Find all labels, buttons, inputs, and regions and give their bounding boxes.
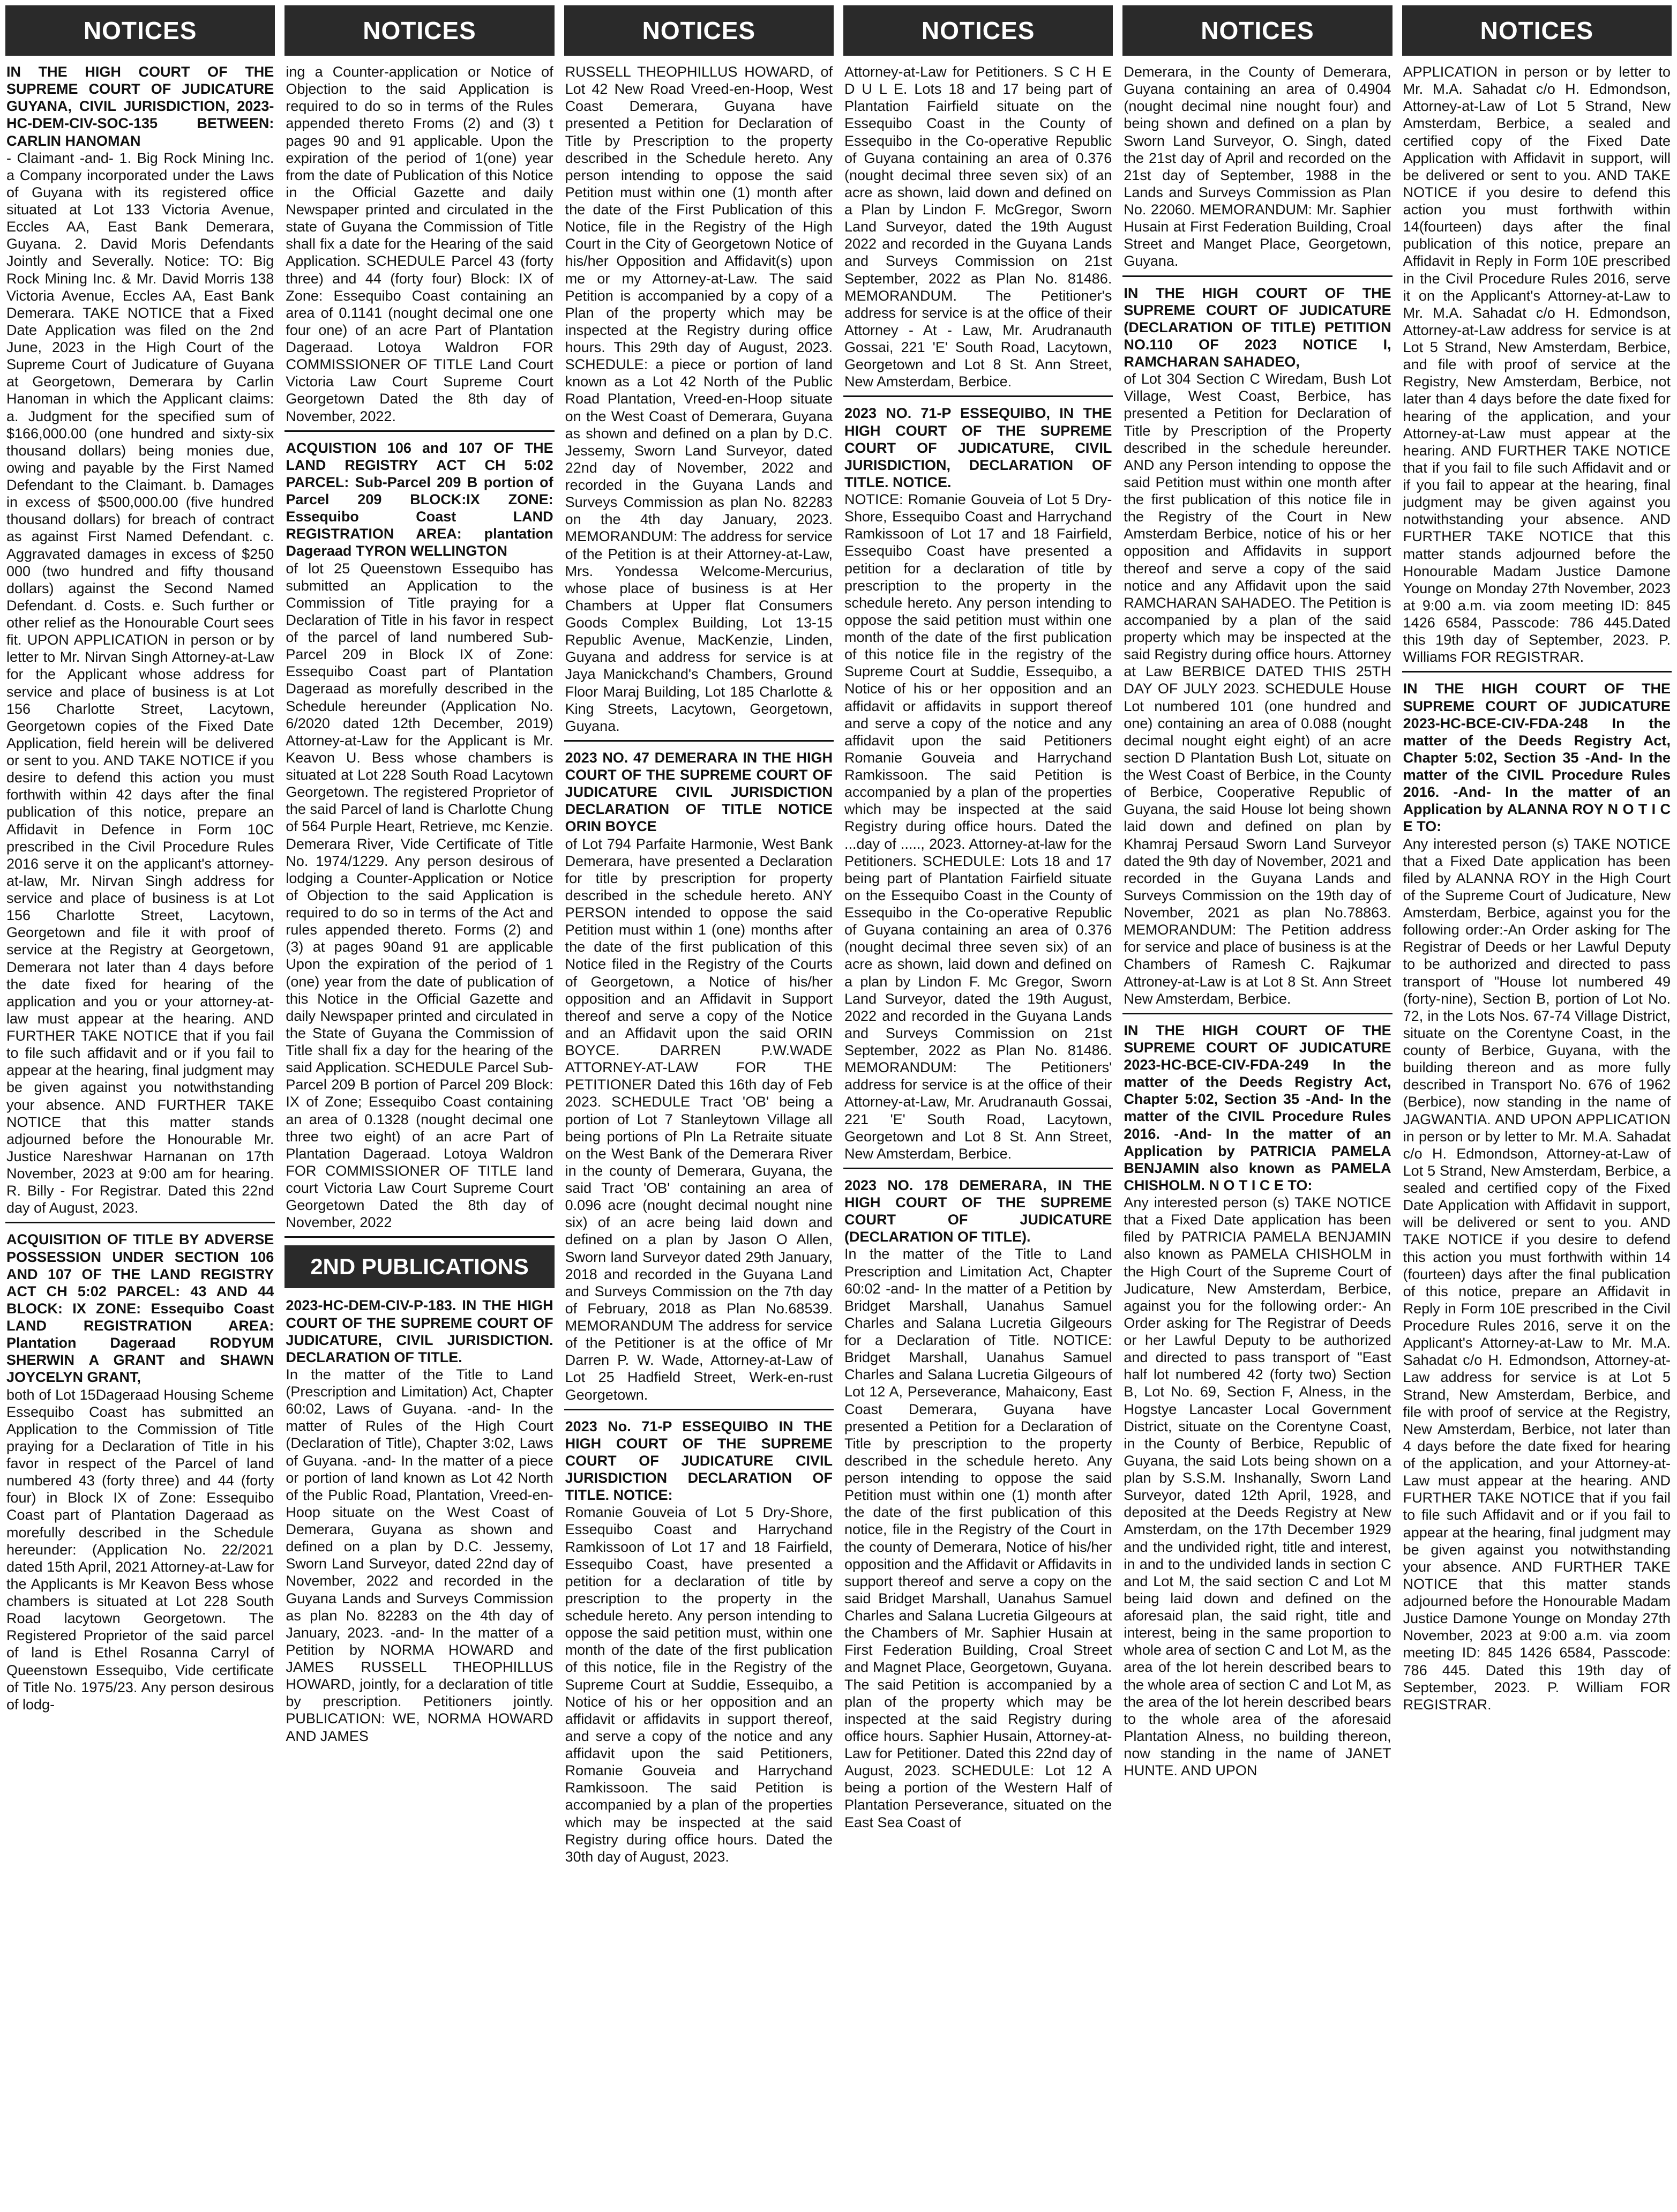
legal-notice	[285, 61, 554, 432]
notices-column-4	[843, 5, 1113, 2207]
notice-body: APPLICATION in person or by letter to Mr. M.A. Sahadat c/o H. Edmondson, Attorney-at-Law of Lot 5 Strand, New Amsterdam, Berbice, a sealed and certified copy of the Fixed Date Application with Affidavit in support, will be delivered or sent to you. AND TAKE NOTICE if you desire to defend this action you must forthwith within 14(fourteen) days after the final publication of this notice, prepare an Affidavit in Reply in Form 10E prescribed in the Civil Procedure Rules 2016, serve it on the Applicant's Attorney-at-Law to Mr. M.A. Sahadat c/o H. Edmondson, Attorney-at-Law address for service is at Lot 5 Strand, New Amsterdam, Berbice, and file with proof of service at the Registry, New Amsterdam, Berbice, not later than 4 days before the date fixed for hearing of the application, and your Attorney-at-Law must appear at the hearing. AND FURTHER TAKE NOTICE that if you fail to file such Affidavit and or if you fail to appear at the hearing, final judgment may be given against you notwithstanding your absence. AND FURTHER TAKE NOTICE that this matter stands adjourned before the Honourable Madam Justice Damone Younge on Monday 27th November, 2023 at 9:00 a.m. via zoom meeting ID: 845 1426 6584, Passcode: 786 445.Dated this 19th day of September, 2023. P. Williams FOR REGISTRAR.	[1403, 64, 1671, 666]
notice-heading: IN THE HIGH COURT OF THE SUPREME COURT OF JUDICATURE (DECLARATION OF TITLE) PETITION NO.110 OF 2023 NOTICE I, RAMCHARAN SAHADEO,	[1124, 285, 1391, 370]
notice-body: Any interested person (s) TAKE NOTICE that a Fixed Date application has been filed by PATRICIA PAMELA BENJAMIN also known as PAMELA CHISHOLM in the High Court of the Supreme Court of Judicature, New Amsterdam, Berbice, against you for the following order:- An Order asking for The Registrar of Deeds or her Lawful Deputy to be authorized and directed to pass transport of "East half lot numbered 42 (forty two) Section B, Lot No. 69, Section F, Alness, in the Hogstye Lancaster Local Government District, situate on the Corentyne Coast, in the County of Berbice, Republic of Guyana, the said Lots being shown on a plan by S.S.M. Inshanally, Sworn Land Surveyor, dated 12th April, 1928, and deposited at the Deeds Registry at New Amsterdam, on the 17th December 1929 and the undivided right, title and interest, in and to the undivided lands in section C and Lot M, the said section C and Lot M being laid down and defined on the aforesaid plan, the said right, title and interest, being in the same proportion to whole area of section C and Lot M, as the area of the lot herein described bears to the whole area of section C and Lot M, as the area of the lot herein described bears to the whole area of the aforesaid Plantation Alness, no building thereon, now standing in the name of JANET HUNTE. AND UPON	[1124, 1194, 1391, 1779]
notice-body: Any interested person (s) TAKE NOTICE that a Fixed Date application has been filed by ALANNA ROY in the High Court of the Supreme Court of Judicature, New Amsterdam, Berbice, against you for the following order:-An Order asking for The Registrar of Deeds or her Lawful Deputy to be authorized and directed to pass transport of "House lot numbered 49 (forty-nine), Section B, portion of Lot No. 72, in the Lots Nos. 67-74 Village District, situate on the Corentyne Coast, in the county of Berbice, Guyana, with the building thereon and as more fully described in Transport No. 676 of 1962 (Berbice), now standing in the name of JAGWANTIA. AND UPON APPLICATION in person or by letter to Mr. M.A. Sahadat c/o H. Edmondson, Attorney-at-Law of Lot 5 Strand, New Amsterdam, Berbice, a sealed and certified copy of the Fixed Date Application with Affidavit in support, will be delivered or sent to you. AND TAKE NOTICE if you desire to defend this action you must forthwith within 14 (fourteen) days after the final publication of this notice, prepare an Affidavit in Reply in Form 10E prescribed in the Civil Procedure Rules 2016, serve it on the Applicant's Attorney-at-Law to Mr. M.A. Sahadat c/o H. Edmondson, Attorney-at-Law address for service is at Lot 5 Strand, New Amsterdam, Berbice, and file with proof of service at the Registry, New Amsterdam, Berbice, not later than 4 days before the date fixed for hearing of the application, and your Attorney-at-Law must appear at the hearing. AND FURTHER TAKE NOTICE that if you fail to file such Affidavit and or if you fail to appear at the hearing, final judgment may be given against you notwithstanding your absence. AND FURTHER TAKE NOTICE that this matter stands adjourned before the Honourable Madam Justice Damone Younge on Monday 27th November, 2023 at 9:00 a.m. via zoom meeting ID: 845 1426 6584, Passcode: 786 445. Dated this 19th day of September, 2023. P. William FOR REGISTRAR.	[1403, 835, 1671, 1713]
notices-column-5	[1122, 5, 1392, 2207]
legal-notice	[1122, 282, 1392, 1014]
legal-notice	[1122, 1020, 1392, 1785]
notice-body: Attorney-at-Law for Petitioners. S C H E D U L E. Lots 18 and 17 being part of Plantation Fairfield situate on the Essequibo Coast in the County of Essequibo in the Co-operative Republic of Guyana containing an area of 0.376 (nought decimal three seven six) of an acre as shown, laid down and defined on a Plan by Lindon F. McGregor, Sworn Land Surveyor, dated the 19th August 2022 and recorded in the Guyana Lands and Surveys Commission on 21st September, 2022 as Plan No. 81486. MEMORANDUM. The Petitioner's address for service is at the office of their Attorney - At - Law, Mr. Arudranauth Gossai, 221 'E' South Road, Lacytown, Georgetown and Lot 8 St. Ann Street, New Amsterdam, Berbice.	[844, 64, 1112, 390]
notice-body: of Lot 794 Parfaite Harmonie, West Bank Demerara, have presented a Declaration for title by prescription for property described in the schedule hereto. ANY PERSON intended to oppose the said Petition must within 1 (one) months after the date of the first publication of this Notice filed in the Registry of the Courts of Georgetown, a Notice of his/her opposition and an Affidavit in Support thereof and serve a copy of the Notice and an Affidavit upon the said ORIN BOYCE. DARREN P.W.WADE ATTORNEY-AT-LAW FOR THE PETITIONER Dated this 16th day of Feb 2023. SCHEDULE Tract 'OB' being a portion of Lot 7 Stanleytown Village all being portions of Pln La Retraite situate on the West Bank of the Demerara River in the county of Demerara, Guyana, the said Tract 'OB' containing an area of 0.096 acre (nought decimal nought nine six) of an acre being laid down and defined on a plan by Jason O Allen, Sworn land Surveyor dated 29th January, 2018 and recorded in the Guyana Land and Surveys Commission on the 7th day of February, 2018 as Plan No.68539. MEMORANDUM The address for service of the Petitioner is at the office of Mr Darren P. W. Wade, Attorney-at-Law of Lot 25 Hadfield Street, Werk-en-rust Georgetown.	[565, 835, 833, 1403]
notices-column-6	[1402, 5, 1672, 2207]
column-header: NOTICES	[564, 5, 834, 56]
notice-body: NOTICE: Romanie Gouveia of Lot 5 Dry-Shore, Essequibo Coast and Harrychand Ramkissoon of Lot 17 and 18 Fairfield, Essequibo Coast have presented a petition for a declaration of title by prescription to the property in the schedule hereto. Any person intending to oppose the said petition must within one month of the date of the first publication of this notice file in the registry of the Supreme Court at Suddie, Essequibo, a Notice of his or her opposition and an affidavit or affidavits in support thereof and serve a copy of the notice and any affidavit upon the said Petitioners Romanie Gouveia and Harrychand Ramkissoon. The said Petition is accompanied by a plan of the properties which may be inspected at the said Registry during office hours. Dated the ...day of ....., 2023. Attorney-at-law for the Petitioners. SCHEDULE: Lots 18 and 17 being part of Plantation Fairfield situate on the Essequibo Coast in the County of Essequibo in the Co-operative Republic of Guyana containing an area of 0.376 (nought decimal three seven six) of an acre as shown, laid down and defined on a plan by Lindon F. Mc Gregor, Sworn Land Surveyor, dated the 19th August, 2022 and recorded in the Guyana Lands and Surveys Commission on 21st September, 2022 as Plan No. 81486. MEMORANDUM: The Petitioners' address for service is at the office of their Attorney-at-Law, Mr. Arudranauth Gossai, 221 'E' South Road, Lacytown, Georgetown and Lot 8 St. Ann Street, New Amsterdam, Berbice.	[844, 491, 1112, 1162]
notice-heading: 2023-HC-DEM-CIV-P-183. IN THE HIGH COURT OF THE SUPREME COURT OF JUDICATURE, CIVIL JURISDICTION. DECLARATION OF TITLE.	[286, 1297, 553, 1365]
column-header: NOTICES	[285, 5, 554, 56]
notice-body: ing a Counter-application or Notice of Objection to the said Application is required to do so in terms of the Rules appended thereto Froms (2) and (3) t pages 90 and 91 applicable. Upon the expiration of the period of 1(one) year from the date of Publication of this Notice in the Official Gazette and daily Newspaper printed and circulated in the state of Guyana the Commission of Title shall fix a date for the Hearing of the said Application. SCHEDULE Parcel 43 (forty three) and 44 (forty four) Block: IX of Zone: Essequibo Coast containing an area of 0.1141 (nought decimal one one four one) of an acre Part of Plantation Dageraad. Lotoya Waldron FOR COMMISSIONER OF TITLE Land Court Victoria Law Court Supreme Court Georgetown Dated the 8th day of November, 2022.	[286, 64, 553, 424]
notice-body: of Lot 304 Section C Wiredam, Bush Lot Village, West Coast, Berbice, has presented a Petition for Declaration of Title by Prescription of the Property described in the schedule hereunder. AND any Person intending to oppose the said Petition must within one month after the first publication of this notice file in the Registry of the Court in New Amsterdam Berbice, notice of his or her opposition and Affidavits in support thereof and serve a copy of the said notice and any Affidavit upon the said RAMCHARAN SAHADEO. The Petition is accompanied by a plan of the said property which may be inspected at the said Registry during office hours. Attorney at Law BERBICE DATED THIS 25TH DAY OF JULY 2023. SCHEDULE House Lot numbered 101 (one hundred and one) containing an area of 0.088 (nought decimal nought eight eight) of an acre section D Plantation Bush Lot, situate on the West Coast of Berbice, in the County of Berbice, Cooperative Republic of Guyana, the said House lot being shown laid down and defined on plan by Khamraj Persaud Sworn Land Surveyor dated the 9th day of November, 2021 and recorded in the Guyana Lands and Surveys Commission on the 19th day of November, 2021 as plan No.78863. MEMORANDUM: The Petition address for service and place of business is at the Chambers of Ramesh C. Rajkumar Attroney-at-Law is at Lot 8 St. Ann Street New Amsterdam, Berbice.	[1124, 371, 1391, 1007]
legal-notice	[1402, 678, 1672, 1718]
notice-heading: ACQUISTION 106 and 107 OF THE LAND REGISTRY ACT CH 5:02 PARCEL: Sub-Parcel 209 B portion of Parcel 209 BLOCK:IX ZONE: Essequibo Coast LAND REGISTRATION AREA: plantation Dageraad TYRON WELLINGTON	[286, 439, 553, 559]
notice-heading: 2023 No. 71-P ESSEQUIBO IN THE HIGH COURT OF THE SUPREME COURT OF JUDICATURE CIVIL JURISDICTION DECLARATION OF TITLE. NOTICE:	[565, 1418, 833, 1504]
legal-notice	[843, 61, 1113, 397]
column-header: NOTICES	[5, 5, 275, 56]
legal-notice	[564, 1416, 834, 1871]
notice-heading: IN THE HIGH COURT OF THE SUPREME COURT OF JUDICATURE GUYANA, CIVIL JURISDICTION, 2023-HC-DEM-CIV-SOC-135 BETWEEN: CARLIN HANOMAN	[6, 64, 274, 149]
legal-notice	[285, 437, 554, 1238]
notice-heading: 2023 NO. 47 DEMERARA IN THE HIGH COURT OF THE SUPREME COURT OF JUDICATURE CIVIL JURISDICTION DECLARATION OF TITLE NOTICE ORIN BOYCE	[565, 749, 833, 835]
notice-body: RUSSELL THEOPHILLUS HOWARD, of Lot 42 New Road Vreed-en-Hoop, West Coast Demerara, Guyana have presented a Petition for Declaration of Title by Prescription to the property described in the Schedule hereto. Any person intending to oppose the said Petition must within one (1) month after the date of the First Publication of this Notice, file in the Registry of the High Court in the City of Georgetown Notice of his/her Opposition and Affidavit(s) upon me or my Attorney-at-Law. The said Petition is accompanied by a copy of a Plan of the property which may be inspected at the Registry during office hours. This 29th day of August, 2023. SCHEDULE: a piece or portion of land known as a Lot 42 North of the Public Road Plantation, Vreed-en-Hoop situate on the West Coast of Demerara, Guyana as shown and defined on a plan by D.C. Jessemy, Sworn Land Surveyor, dated 22nd day of November, 2022 and recorded in the Guyana Lands and Surveys Commission as plan No. 82283 on the 4th day January, 2023. MEMORANDUM: The address for service of the Petition is at their Attorney-at-Law, Mrs. Yondessa Welcome-Mercurius, whose place of business is at Her Chambers at Upper flat Consumers Goods Complex Building, Lot 13-15 Republic Avenue, MacKenzie, Linden, Guyana and address for service is at Jaya Manickchand's Chambers, Ground Floor Maraj Building, Lot 185 Charlotte & King Streets, Lacytown, Georgetown, Guyana.	[565, 64, 833, 734]
notice-body: both of Lot 15Dageraad Housing Scheme Essequibo Coast has submitted an Application to the Commission of Title praying for a Declaration of Title in his favor in respect of the Parcel of land numbered 43 (forty three) and 44 (forty four) in Block IX of Zone: Essequibo Coast part of Plantation Dageraad as morefully described in the Schedule hereunder: (Application No. 22/2021 dated 15th April, 2021 Attorney-at-Law for the Applicants is Mr Keavon Bess whose chambers is situated at Lot 228 South Road lacytown Georgetown. The Registered Proprietor of the said parcel of land is Ethel Rosanna Carryl of Queenstown Essequibo, Vide certificate of Title No. 1975/23. Any person desirous of lodg-	[6, 1386, 274, 1713]
notice-heading: IN THE HIGH COURT OF THE SUPREME COURT OF JUDICATURE 2023-HC-BCE-CIV-FDA-248 In the matter of the Deeds Registry Act, Chapter 5:02, Section 35 -And- In the matter of the CIVIL Procedure Rules 2016. -And- In the matter of an Application by ALANNA ROY N O T I C E TO:	[1403, 681, 1671, 835]
notice-body: In the matter of the Title to Land Prescription and Limitation Act, Chapter 60:02 -and- In the matter of a Petition by Bridget Marshall, Uanahus Samuel Charles and Salana Lucretia Gilgeours for a Declaration of Title. NOTICE: Bridget Marshall, Uanahus Samuel Charles and Salana Lucretia Gilgeours of Lot 12 A, Perseverance, Mahaicony, East Coast Demerara, Guyana have presented a Petition for a Declaration of Title by prescription to the property described in the schedule hereto. Any person intending to oppose the said Petition must within one (1) month after the date of the first publication of this notice, file in the Registry of the Court in the county of Demerara, Notice of his/her opposition and the Affidavit or Affidavits in support thereof and serve a copy on the said Bridget Marshall, Uanahus Samuel Charles and Salana Lucretia Gilgeours at the Chambers of Mr. Saphier Husain at First Federation Building, Croal Street and Magnet Place, Georgetown, Guyana. The said Petition is accompanied by a plan of the property which may be inspected at the said Registry during office hours. Saphier Husain, Attorney-at-Law for Petitioner. Dated this 22nd day of August, 2023. SCHEDULE: Lot 12 A being a portion of the Western Half of Plantation Perseverance, situated on the East Sea Coast of	[844, 1246, 1112, 1830]
notice-heading: 2023 NO. 178 DEMERARA, IN THE HIGH COURT OF THE SUPREME COURT OF JUDICATURE (DECLARATION OF TITLE).	[844, 1177, 1112, 1245]
notice-body: of lot 25 Queenstown Essequibo has submitted an Application to the Commission of Title praying for a Declaration of Title in his favor in respect of the parcel of land numbered Sub-Parcel 209 in Block IX of Zone: Essequibo Coast part of Plantation Dageraad as morefully described in the Schedule hereunder (Application No. 6/2020 dated 12th December, 2019) Attorney-at-Law for the Applicant is Mr. Keavon U. Bess whose chambers is situated at Lot 228 South Road Lacytown Georgetown. The registered Proprietor of the said Parcel of land is Charlotte Chung of 564 Purple Heart, Retrieve, mc Kenzie. Demerara River, Vide Certificate of Title No. 1974/1229. Any person desirous of lodging a Counter-Application or Notice of Objection to the said Application is required to do so in terms of the Act and rules appended thereto. Forms (2) and (3) at pages 90and 91 are applicable Upon the expiration of the period of 1 (one) year from the date of publication of this Notice in the Official Gazette and daily Newspaper printed and circulated in the State of Guyana the Commission of Title shall fix a day for the hearing of the said Application. SCHEDULE Parcel Sub-Parcel 209 B portion of Parcel 209 Block: IX of Zone; Essequibo Coast containing an area of 0.1328 (nought decimal one three two eight) of an acre Part of Plantation Dageraad. Lotoya Waldron FOR COMMISSIONER OF TITLE land court Victoria Law Court Supreme Court Georgetown Dated the 8th day of November, 2022	[286, 560, 553, 1231]
notice-heading: IN THE HIGH COURT OF THE SUPREME COURT OF JUDICATURE 2023-HC-BCE-CIV-FDA-249 In the matter of the Deeds Registry Act, Chapter 5:02, Section 35 -And- In the matter of the CIVIL Procedure Rules 2016. -And- In the matter of an Application by PATRICIA PAMELA BENJAMIN also known as PAMELA CHISHOLM. N O T I C E TO:	[1124, 1022, 1391, 1193]
legal-notice	[5, 61, 275, 1223]
column-header: NOTICES	[843, 5, 1113, 56]
legal-notice	[285, 1295, 554, 1750]
notice-body: Demerara, in the County of Demerara, Guyana containing an area of 0.4904 (nought decimal nine nought four) and being shown and defined on a plan by Sworn Land Surveyor, O. Singh, dated the 21st day of April and recorded on the 21st day of September, 1988 in the Lands and Surveys Commission as Plan No. 22060. MEMORANDUM: Mr. Saphier Husain at First Federation Building, Croal Street and Manget Place, Georgetown, Guyana.	[1124, 64, 1391, 270]
notice-body: In the matter of the Title to Land (Prescription and Limitation) Act, Chapter 60:02, Laws of Guyana. -and- In the matter of Rules of the High Court (Declaration of Title), Chapter 3:02, Laws of Guyana. -and- In the matter of a piece or portion of land known as Lot 42 North of the Public Road, Plantation, Vreed-en-Hoop situate on the West Coast of Demerara, Guyana as shown and defined on a plan by D.C. Jessemy, Sworn Land Surveyor, dated 22nd day of November, 2022 and recorded in the Guyana Lands and Surveys Commission as plan No. 82283 on the 4th day of January, 2023. -and- In the matter of a Petition by NORMA HOWARD and JAMES RUSSELL THEOPHILLUS HOWARD, jointly, for a declaration of title by prescription. Petitioners jointly. PUBLICATION: WE, NORMA HOWARD AND JAMES	[286, 1366, 553, 1744]
legal-notice	[1122, 61, 1392, 277]
notices-column-1	[5, 5, 275, 2207]
legal-notice	[564, 61, 834, 742]
legal-notice	[564, 747, 834, 1410]
section-banner: 2ND PUBLICATIONS	[285, 1245, 554, 1288]
legal-notice	[1402, 61, 1672, 672]
column-header: NOTICES	[1122, 5, 1392, 56]
legal-notice	[5, 1229, 275, 1718]
notice-body: Romanie Gouveia of Lot 5 Dry-Shore, Essequibo Coast and Harrychand Ramkissoon of Lot 17 and 18 Fairfield, Essequibo Coast, have presented a petition for a declaration of title by prescription to the property in the schedule hereto. Any person intending to oppose the said petition must, within one month of the date of the first publication of this notice, file in the Registry of the Supreme Court at Suddie, Essequibo, a Notice of his or her opposition and an affidavit or affidavits in support thereof, and serve a copy of the notice and any affidavit upon the said Petitioners, Romanie Gouveia and Harrychand Ramkissoon. The said Petition is accompanied by a plan of the properties which may be inspected at the said Registry during office hours. Dated the 30th day of August, 2023.	[565, 1504, 833, 1865]
notice-heading: 2023 NO. 71-P ESSEQUIBO, IN THE HIGH COURT OF THE SUPREME COURT OF JUDICATURE, CIVIL JURISDICTION, DECLARATION OF TITLE. NOTICE.	[844, 405, 1112, 490]
column-header: NOTICES	[1402, 5, 1672, 56]
notices-column-3	[564, 5, 834, 2207]
legal-notice	[843, 402, 1113, 1169]
notice-heading: ACQUISITION OF TITLE BY ADVERSE POSSESSION UNDER SECTION 106 AND 107 OF THE LAND REGISTRY ACT CH 5:02 PARCEL: 43 AND 44 BLOCK: IX ZONE: Essequibo Coast LAND REGISTRATION AREA: Plantation Dageraad RODYUM SHERWIN A GRANT and SHAWN JOYCELYN GRANT,	[6, 1231, 274, 1386]
notice-body: - Claimant -and- 1. Big Rock Mining Inc. a Company incorporated under the Laws of Guyana with its registered office situated at Lot 133 Victoria Avenue, Eccles AA, East Bank Demerara, Guyana. 2. David Moris Defendants Jointly and Severally. Notice: TO: Big Rock Mining Inc. & Mr. David Morris 138 Victoria Avenue, Eccles AA, East Bank Demerara. TAKE NOTICE that a Fixed Date Application was filed on the 2nd June, 2023 in the High Court of the Supreme Court of Judicature of Guyana at Georgetown, Demerara by Carlin Hanoman in which the Applicant claims: a. Judgment for the specified sum of $166,000.00 (one hundred and sixty-six thousand dollars) being monies due, owing and payable by the First Named Defendant to the Claimant. b. Damages in excess of $500,000.00 (five hundred thousand dollars) for breach of contract as against First Named Defendant. c. Aggravated damages in excess of $250 000 (two hundred and fifty thousand dollars) against the Second Named Defendant. d. Costs. e. Such further or other relief as the Honourable Court sees fit. UPON APPLICATION in person or by letter to Mr. Nirvan Singh Attorney-at-Law for the Applicant whose address for service and place of business is at Lot 156 Charlotte Street, Lacytown, Georgetown copies of the Fixed Date Application, field herein will be delivered or sent to you. AND TAKE NOTICE if you desire to defend this action you must forthwith within 42 days after the final publication of this notice, prepare an Affidavit in Defence in Form 10C prescribed in the Civil Procedure Rules 2016 serve it on the applicant's attorney-at-law, Mr. Nirvan Singh address for service and place of business is at Lot 156 Charlotte Street, Lacytown, Georgetown and file it with proof of service at the Registry at Georgetown, Demerara not later than 4 days before the date fixed for hearing of the application and you or your attorney-at-law must appear at the hearing. AND FURTHER TAKE NOTICE that if you fail to file such affidavit and or if you fail to appear at the hearing, final judgment may be given against you notwithstanding your absence. AND FURTHER TAKE NOTICE that this matter stands adjourned before the Honourable Mr. Justice Nareshwar Harnanan on 17th November, 2023 at 9:00 am for hearing. R. Billy - For Registrar. Dated this 22nd day of August, 2023.	[6, 150, 274, 1216]
notices-page	[5, 5, 1672, 2207]
notices-column-2	[285, 5, 554, 2207]
legal-notice	[843, 1175, 1113, 1836]
